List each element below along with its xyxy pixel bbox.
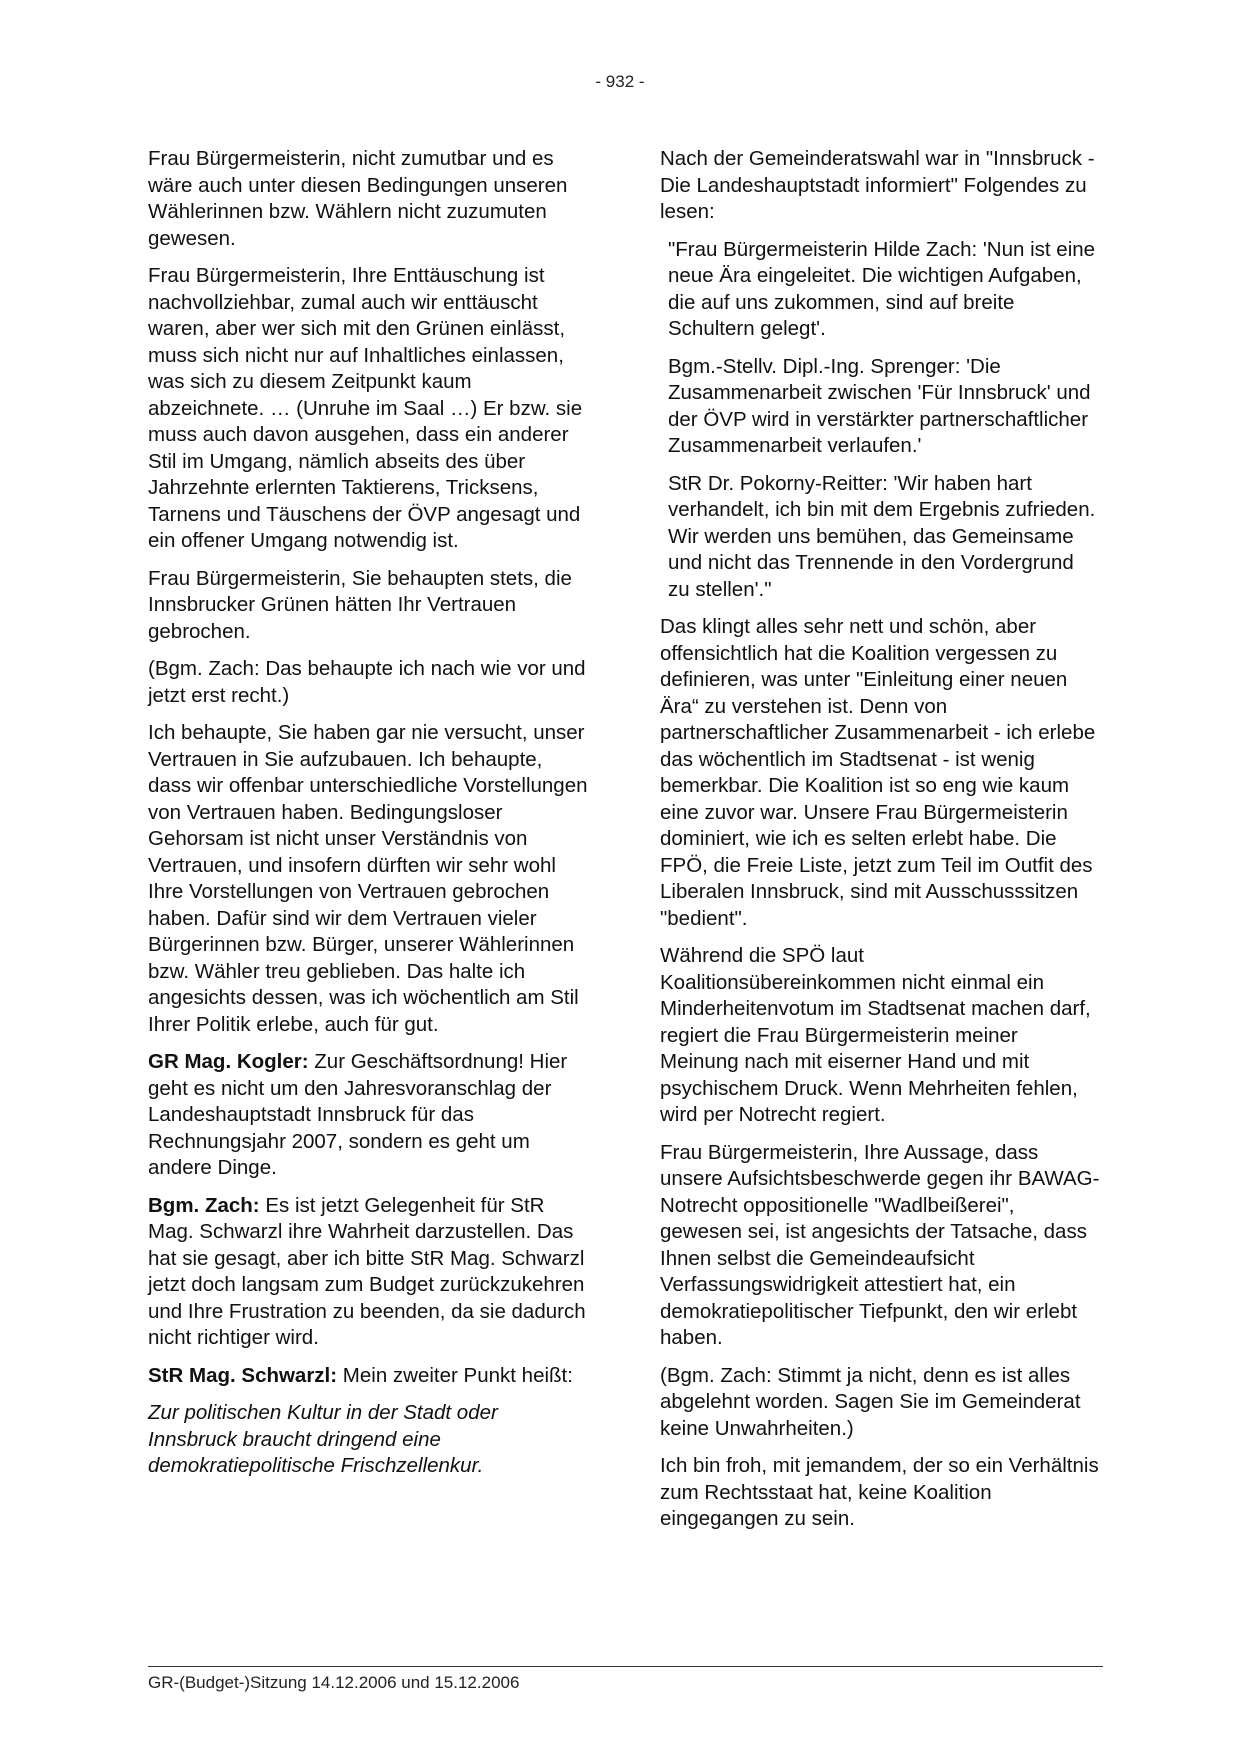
paragraph: Das klingt alles sehr nett und schön, aber offensichtlich hat die Koalition vergessen zu definieren, was unter "Einleitung einer neuen Ära“ zu verstehen ist. Denn von partnerschaftlicher Zusammenarbeit - ich erlebe das wöchentlich im Stadtsenat - ist wenig bemerkbar. Die Koalition ist so eng wie kaum eine zuvor war. Unsere Frau Bürgermeisterin dominiert, wie ich es selten erlebt habe. Die FPÖ, die Freie Liste, jetzt zum Teil im Outfit des Liberalen Innsbruck, sind mit Ausschusssitzen "bedient". bbox=[660, 615, 1096, 930]
speaker-name: GR Mag. Kogler: bbox=[148, 1050, 309, 1073]
right-column bbox=[660, 146, 1100, 1544]
speaker-paragraph bbox=[148, 1193, 588, 1352]
speech-text: Zur Geschäftsordnung! Hier geht es nicht um den Jahresvoranschlag der Landeshauptstadt Innsbruck für das Rechnungsjahr 2007, sondern es geht um andere Dinge. bbox=[148, 1050, 568, 1179]
paragraph: Frau Bürgermeisterin, Sie behaupten stets, die Innsbrucker Grünen hätten Ihr Vertrauen gebrochen. bbox=[148, 566, 572, 643]
speech-text: Mein zweiter Punkt heißt: bbox=[337, 1363, 573, 1387]
paragraph: Ich behaupte, Sie haben gar nie versucht, unser Vertrauen in Sie aufzubauen. Ich behaupte, dass wir offenbar unterschiedliche Vorstellungen von Vertrauen haben. Bedingungsloser Gehorsam ist nicht unser Verständnis von Vertrauen, und insofern dürften wir sehr wohl Ihre Vorstellungen von Vertrauen gebrochen haben. Dafür sind wir dem Vertrauen vieler Bürgerinnen bzw. Bürger, unserer Wählerinnen bzw. Wähler treu geblieben. Das halte ich angesichts dessen, was ich wöchentlich am Stil Ihrer Politik erlebe, auch für gut. bbox=[148, 721, 588, 1036]
speaker-name: StR Mag. Schwarzl: bbox=[148, 1363, 338, 1387]
quote-paragraph: StR Dr. Pokorny-Reitter: 'Wir haben hart verhandelt, ich bin mit dem Ergebnis zufrieden. Wir werden uns bemühen, das Gemeinsame und nicht das Trennende in den Vordergrund zu stellen'." bbox=[668, 471, 1096, 601]
footer-text: GR-(Budget-)Sitzung 14.12.2006 und 15.12.2006 bbox=[148, 1673, 520, 1692]
paragraph: Nach der Gemeinderatswahl war in "Innsbruck - Die Landeshauptstadt informiert" Folgendes zu lesen: bbox=[660, 147, 1095, 223]
quote-paragraph: "Frau Bürgermeisterin Hilde Zach: 'Nun ist eine neue Ära eingeleitet. Die wichtigen Aufgaben, die auf uns zukommen, sind auf breite Schultern gelegt'. bbox=[668, 237, 1096, 340]
italic-heading: Zur politischen Kultur in der Stadt oder Innsbruck braucht dringend eine demokratiepolitische Frischzellenkur. bbox=[148, 1401, 498, 1477]
paragraph: Frau Bürgermeisterin, Ihre Enttäuschung ist nachvollziehbar, zumal auch wir enttäuscht waren, aber wer sich mit den Grünen einlässt, muss sich nicht nur auf Inhaltliches einlassen, was sich zu diesem Zeitpunkt kaum abzeichnete. … (Unruhe im Saal …) Er bzw. sie muss auch davon ausgehen, dass ein anderer Stil im Umgang, nämlich abseits des über Jahrzehnte erlernten Taktierens, Tricksens, Tarnens und Täuschens der ÖVP angesagt und ein offener Umgang notwendig ist. bbox=[148, 264, 583, 552]
speaker-paragraph bbox=[148, 1363, 588, 1390]
left-column bbox=[148, 146, 588, 1491]
paragraph: Während die SPÖ laut Koalitionsübereinkommen nicht einmal ein Minderheitenvotum im Stadtsenat machen darf, regiert die Frau Bürgermeisterin meiner Meinung nach mit eiserner Hand und mit psychischem Druck. Wenn Mehrheiten fehlen, wird per Notrecht regiert. bbox=[660, 944, 1091, 1126]
speaker-paragraph bbox=[148, 1049, 588, 1182]
interjection: (Bgm. Zach: Das behaupte ich nach wie vor und jetzt erst recht.) bbox=[148, 657, 586, 707]
footer-divider bbox=[148, 1666, 1103, 1667]
quote-paragraph: Bgm.-Stellv. Dipl.-Ing. Sprenger: 'Die Zusammenarbeit zwischen 'Für Innsbruck' und der ÖVP wird in verstärkter partnerschaftlicher Zusammenarbeit verlaufen.' bbox=[668, 354, 1091, 457]
speech-text: Es ist jetzt Gelegenheit für StR Mag. Schwarzl ihre Wahrheit darzustellen. Das hat sie gesagt, aber ich bitte StR Mag. Schwarzl jetzt doch langsam zum Budget zurückzukehren und Ihre Frustration zu beenden, da sie dadurch nicht richtiger wird. bbox=[148, 1193, 586, 1349]
paragraph: Frau Bürgermeisterin, nicht zumutbar und es wäre auch unter diesen Bedingungen unseren Wählerinnen bzw. Wählern nicht zuzumuten gewesen. bbox=[148, 147, 568, 250]
paragraph: Frau Bürgermeisterin, Ihre Aussage, dass unsere Aufsichtsbeschwerde gegen ihr BAWAG-Notrecht oppositionelle "Wadlbeißerei", gewesen sei, ist angesichts der Tatsache, dass Ihnen selbst die Gemeindeaufsicht Verfassungswidrigkeit attestiert hat, ein demokratiepolitischer Tiefpunkt, den wir erlebt haben. bbox=[660, 1140, 1100, 1349]
paragraph: Ich bin froh, mit jemandem, der so ein Verhältnis zum Rechtsstaat hat, keine Koalition eingegangen zu sein. bbox=[660, 1454, 1099, 1530]
interjection: (Bgm. Zach: Stimmt ja nicht, denn es ist alles abgelehnt worden. Sagen Sie im Gemeinderat keine Unwahrheiten.) bbox=[660, 1363, 1081, 1440]
speaker-name: Bgm. Zach: bbox=[148, 1193, 260, 1217]
page-number: - 932 - bbox=[595, 72, 645, 91]
